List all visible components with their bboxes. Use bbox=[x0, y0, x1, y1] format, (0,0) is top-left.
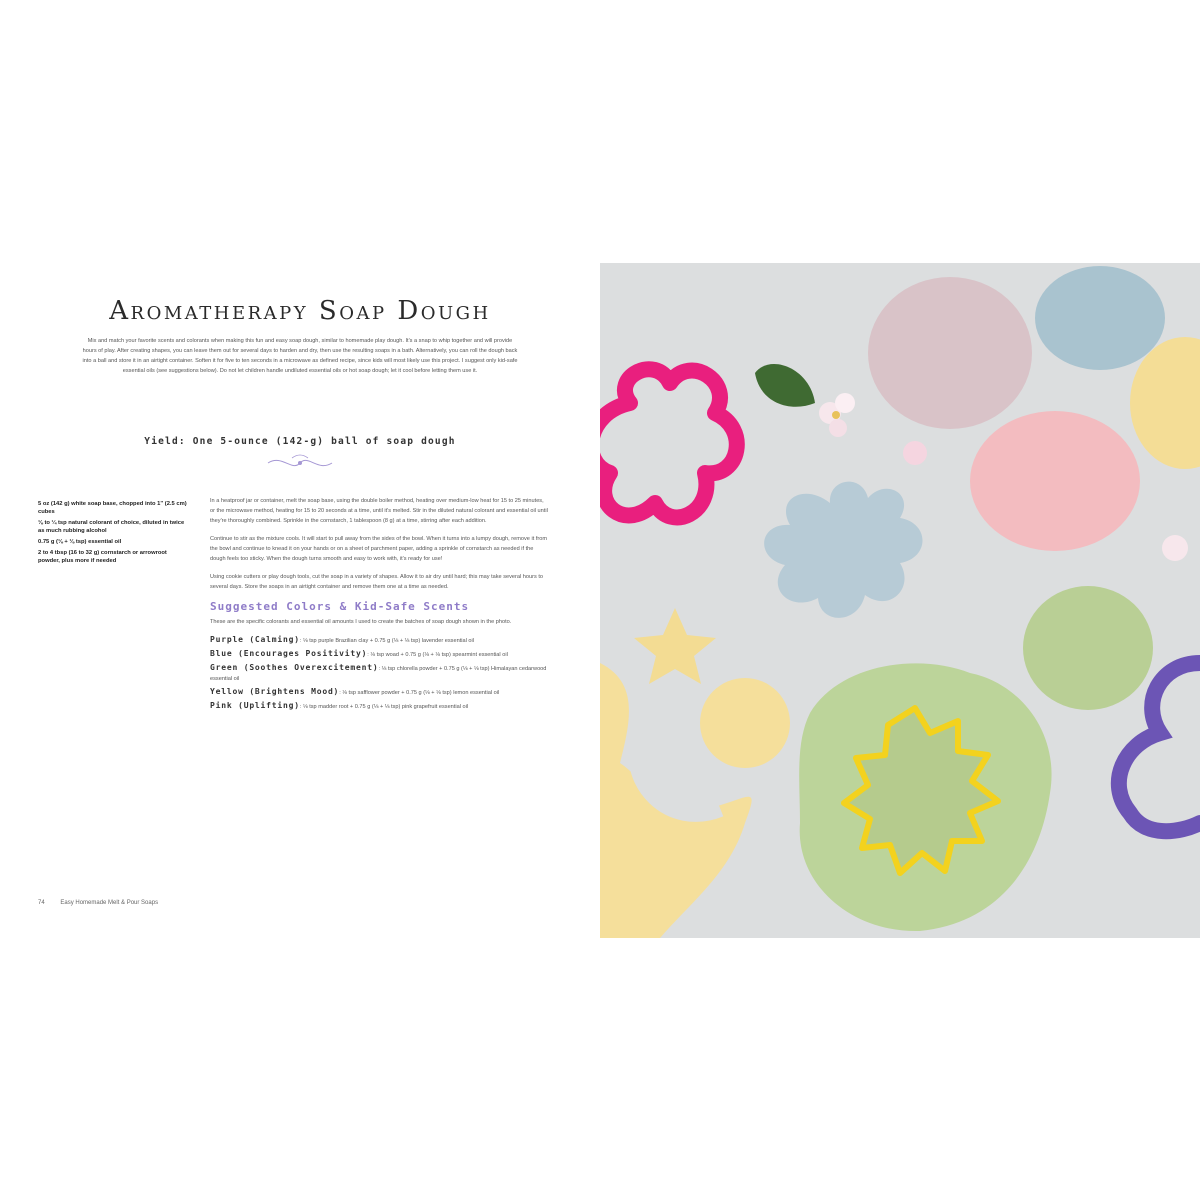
color-name: Blue (Encourages Positivity) bbox=[210, 649, 368, 658]
green-dough-ball bbox=[1023, 586, 1153, 710]
color-name: Green (Soothes Overexcitement) bbox=[210, 663, 379, 672]
color-item bbox=[210, 649, 548, 660]
ingredient-item: 5 oz (142 g) white soap base, chopped into 1" (2.5 cm) cubes bbox=[38, 501, 187, 515]
yellow-circle-soap bbox=[700, 678, 790, 768]
direction-step: In a heatproof jar or container, melt the soap base, using the double boiler method, heating over medium-low heat for 15 to 25 minutes, or the microwave method, heating for 15 to 20 seconds at a time, until it's melted. Stir in the diluted natural colorant and essential oil until they're thoroughly combined. Sprinkle in the cornstarch, 1 tablespoon (8 g) at a time, stirring after each addition. bbox=[210, 498, 548, 524]
color-name: Pink (Uplifting) bbox=[210, 701, 300, 710]
directions bbox=[210, 496, 548, 715]
left-page bbox=[0, 262, 600, 938]
color-text: : ⅛ tsp chlorella powder + 0.75 g (⅛ + ⅛ tsp) Himalayan cedarwood essential oil bbox=[210, 666, 547, 682]
ingredient-item: ⅛ to ¼ tsp natural colorant of choice, diluted in twice as much rubbing alcohol bbox=[38, 520, 185, 534]
ingredient-item: 0.75 g (⅛ + ⅛ tsp) essential oil bbox=[38, 539, 122, 545]
lavender-dough-ball bbox=[868, 277, 1032, 429]
recipe-yield: Yield: One 5-ounce (142-g) ball of soap dough bbox=[144, 436, 456, 447]
recipe-intro: Mix and match your favorite scents and colorants when making this fun and easy soap dough, similar to homemade play dough. It's a snap to whip together and will provide hours of play. After creating shapes, you can leave them out for several days to harden and dry, then use the resulting soaps in a bath. Alternatively, you can roll the dough back into a ball and store it in an airtight container. Soften it for five to ten seconds in a microwave as defined recipe, since kids will most likely use this project. I suggest only kid-safe essential oils (see suggestions below). Do not let children handle undiluted essential oils or hot soap dough; let it cool before letting them use it. bbox=[82, 338, 518, 374]
soap-dough-photo bbox=[600, 263, 1200, 938]
flourish-ornament bbox=[262, 452, 338, 474]
book-title: Easy Homemade Melt & Pour Soaps bbox=[60, 900, 159, 906]
color-name: Purple (Calming) bbox=[210, 635, 300, 644]
color-item bbox=[210, 663, 548, 684]
colors-list bbox=[210, 635, 548, 712]
color-item bbox=[210, 701, 548, 712]
color-item bbox=[210, 687, 548, 698]
color-text: : ⅛ tsp purple Brazilian clay + 0.75 g (⅛ + ⅛ tsp) lavender essential oil bbox=[299, 638, 474, 644]
pink-dough-ball bbox=[970, 411, 1140, 551]
recipe-title: Aromatherapy Soap Dough bbox=[109, 296, 491, 326]
page-number: 74 bbox=[38, 900, 45, 906]
colors-intro: These are the specific colorants and essential oil amounts I used to create the batches of soap dough shown in the photo. bbox=[210, 619, 512, 625]
color-name: Yellow (Brightens Mood) bbox=[210, 687, 340, 696]
color-text: : ⅛ tsp woad + 0.75 g (⅛ + ⅛ tsp) spearmint essential oil bbox=[367, 652, 508, 658]
blue-dough-ball bbox=[1035, 266, 1165, 370]
ingredient-item: 2 to 4 tbsp (16 to 32 g) cornstarch or arrowroot powder, plus more if needed bbox=[38, 550, 167, 564]
page-footer bbox=[38, 900, 158, 906]
colors-heading: Suggested Colors & Kid-Safe Scents bbox=[210, 600, 470, 613]
direction-step: Using cookie cutters or play dough tools, cut the soap in a variety of shapes. Allow it to air dry until hard; this may take several hours to several days. Store the soaps in an airtight container and remove them one at a time as needed. bbox=[210, 574, 543, 590]
color-text: : ⅛ tsp madder root + 0.75 g (⅛ + ⅛ tsp) pink grapefruit essential oil bbox=[299, 704, 469, 710]
ingredients-list bbox=[38, 500, 188, 568]
color-item bbox=[210, 635, 548, 646]
direction-step: Continue to stir as the mixture cools. It will start to pull away from the sides of the bowl. When it turns into a lumpy dough, remove it from the bowl and continue to knead it on your hands or on a sheet of parchment paper, adding a sprinkle of cornstarch as needed if the dough feels too sticky. When the dough turns smooth and easy to work with, it's ready for use! bbox=[210, 536, 548, 562]
color-text: : ⅛ tsp safflower powder + 0.75 g (⅛ + ⅛ tsp) lemon essential oil bbox=[339, 690, 500, 696]
